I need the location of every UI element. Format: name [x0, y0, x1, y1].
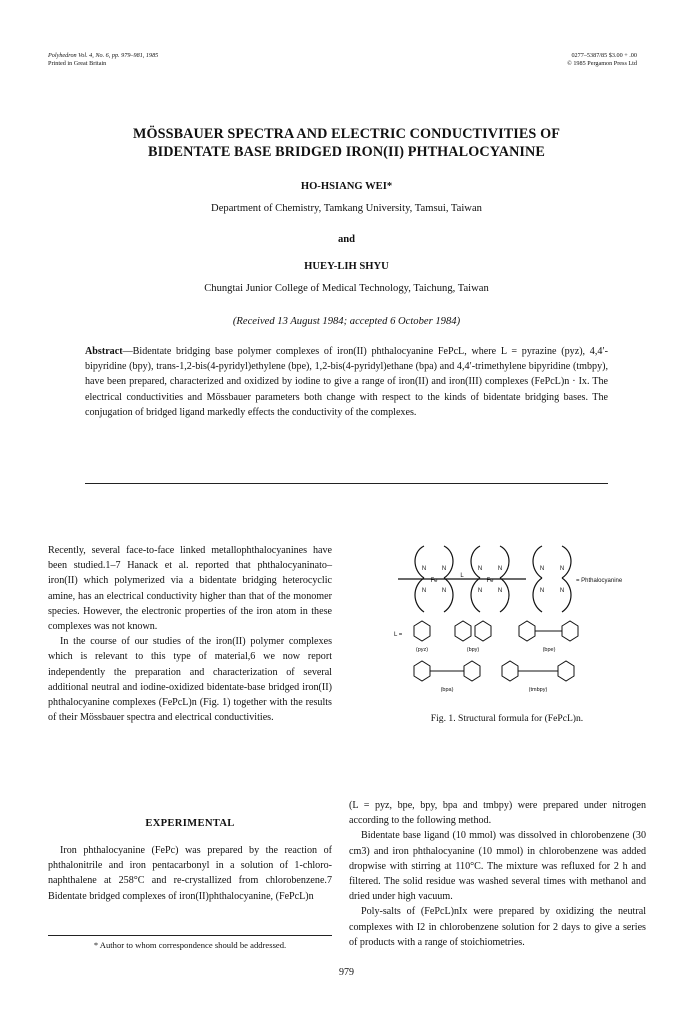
experimental-text: [48, 843, 332, 904]
macrocycle-arc-2c: [471, 578, 483, 612]
bpe-ring-1: [519, 621, 535, 641]
method-paragraph-3: Poly-salts of (FePcL)nIx were prepared by oxidizing the neutral complexes with I2 in chlorobenzene solution for 2 days to give a series of products with a range of stoichiometries.: [349, 906, 646, 948]
phthalocyanine-key-label: = Phthalocyanine: [576, 578, 623, 584]
atom-label: N: [421, 566, 427, 572]
experimental-paragraph-1: Iron phthalocyanine (FePc) was prepared by the reaction of phthalonitrile and iron pentacarbonyl in a solution of 1-chloro-naphthalene at 258°C and re-crystallized from chlorobenzene.7 Bidentate bridged complexes of iron(II)phthalocyanine, (FePcL)n: [48, 845, 332, 902]
macrocycle-arc-2d: [497, 578, 509, 612]
intro-paragraph-1: Recently, several face-to-face linked metallophthalocyanines have been studied.1–7 Hanack et al. reported that phthalocyaninato–iron(II) which polymerized via a bidentate bridging heterocyclic amine, has an electrical conductivity higher than that of the monomer species. However, the electronic properties of the iron atom in these complexes was not known.: [48, 545, 332, 633]
atom-label: N: [539, 588, 545, 594]
method-paragraph-1: (L = pyz, bpe, bpy, bpa and tmbpy) were prepared under nitrogen according to the following method.: [349, 800, 646, 827]
atom-label: N: [559, 566, 565, 572]
macrocycle-arc-1a: [415, 546, 427, 578]
abstract-text: —Bidentate bridging base polymer complexes of iron(II) phthalocyanine FePcL, where L = pyrazine (pyz), 4,4′-bipyridine (bpy), trans-1,2-bis(4-pyridyl)ethylene (bpe), 1,2-bis(4-pyridyl)ethane (bpa) and 4,4′-trimethylene bipyridine (tmbpy), have been prepared, characterized and oxidized by iodine to give a range of iron(II) and iron(III) complexes (FePcL)n · Ix. The electrical conductivities and Mössbauer parameters both change with respect to the kinds of bidentate bridging bases. The conjugation of bridged ligand markedly effects the conductivity of the complexes.: [85, 346, 608, 418]
key-arc-c: [533, 578, 545, 612]
ligand-l-prefix: L =: [394, 632, 403, 638]
author-conjunction: and: [337, 234, 356, 245]
atom-label: N: [421, 588, 427, 594]
left-column: [48, 543, 332, 725]
abstract: [85, 344, 608, 420]
right-column: [349, 798, 646, 950]
copyright: © 1985 Pergamon Press Ltd: [567, 60, 637, 67]
bpy-ring-1: [455, 621, 471, 641]
atom-label: N: [559, 588, 565, 594]
atom-label-fe: Fe: [486, 578, 494, 584]
key-arc-a: [533, 546, 545, 578]
ligand-label-bpe: (bpe): [542, 647, 556, 653]
atom-label-l: L: [460, 573, 464, 579]
key-arc-b: [559, 546, 571, 578]
intro-paragraph-2: In the course of our studies of the iron(II) polymer complexes which is relevant to this type of material,6 we now report independently the preparation and characterization of several additional neutral and iodine-oxidized bidentate-base bridged iron(II) phthalocyanine complexes (FePcL)n (Fig. 1) together with the results of their Mössbauer spectra and electrical conductivities.: [48, 636, 332, 724]
key-arc-d: [559, 578, 571, 612]
paper-title: [40, 126, 653, 161]
figure-caption: Fig. 1. Structural formula for (FePcL)n.: [430, 713, 584, 724]
author-2: HUEY-LIH SHYU: [304, 261, 389, 272]
affiliation-2: Chungtai Junior College of Medical Technology, Taichung, Taiwan: [204, 283, 489, 294]
affiliation-1: Department of Chemistry, Tamkang University, Tamsui, Taiwan: [211, 203, 482, 214]
atom-label: N: [441, 588, 447, 594]
section-heading: EXPERIMENTAL: [145, 818, 235, 829]
atom-label: N: [539, 566, 545, 572]
structural-formula: [362, 540, 652, 700]
bpa-ring-2: [464, 661, 480, 681]
abstract-rule: [85, 483, 608, 484]
macrocycle-arc-2b: [497, 546, 509, 578]
atom-label-fe: Fe: [430, 578, 438, 584]
atom-label: N: [497, 566, 503, 572]
footnote: * Author to whom correspondence should be addressed.: [93, 940, 287, 950]
figure-1: [362, 540, 652, 700]
received-dates: (Received 13 August 1984; accepted 6 October 1984): [232, 316, 461, 327]
printed-in: Printed in Great Britain: [48, 60, 107, 67]
journal-code: 0277–5387/85 $3.00 + .00: [571, 52, 637, 59]
tmbpy-ring-1: [502, 661, 518, 681]
title-line-2: BIDENTATE BASE BRIDGED IRON(II) PHTHALOCYANINE: [148, 143, 545, 160]
pyz-ring: [414, 621, 430, 641]
atom-label: N: [477, 566, 483, 572]
footnote-rule: [48, 935, 332, 936]
macrocycle-arc-2a: [471, 546, 483, 578]
ligand-label-bpy: (bpy): [466, 647, 480, 653]
ligand-label-bpa: (bpa): [440, 687, 454, 693]
page-number: 979: [339, 967, 354, 978]
macrocycle-arc-1c: [415, 578, 427, 612]
title-line-1: MÖSSBAUER SPECTRA AND ELECTRIC CONDUCTIVITIES OF: [133, 126, 560, 142]
ligand-label-pyz: (pyz): [415, 647, 429, 653]
journal-citation: Polyhedron Vol. 4, No. 6, pp. 979–981, 1985: [48, 52, 159, 59]
atom-label: N: [477, 588, 483, 594]
bpa-ring-1: [414, 661, 430, 681]
abstract-label: Abstract: [85, 346, 123, 357]
atom-label: N: [441, 566, 447, 572]
author-1: HO-HSIANG WEI*: [300, 181, 393, 192]
macrocycle-arc-1b: [441, 546, 453, 578]
atom-label: N: [497, 588, 503, 594]
method-paragraph-2: Bidentate base ligand (10 mmol) was dissolved in chlorobenzene (30 cm3) and iron phthalocyanine (10 mmol) in chlorobenzene was added dropwise with stirring at 110°C. The mixture was refluxed for 2 h and filtered. The solid residue was washed several times with methanol and dried under high vacuum.: [349, 830, 646, 903]
macrocycle-arc-1d: [441, 578, 453, 612]
tmbpy-ring-2: [558, 661, 574, 681]
bpe-ring-2: [562, 621, 578, 641]
bpy-ring-2: [475, 621, 491, 641]
ligand-label-tmbpy: (tmbpy): [528, 687, 548, 693]
